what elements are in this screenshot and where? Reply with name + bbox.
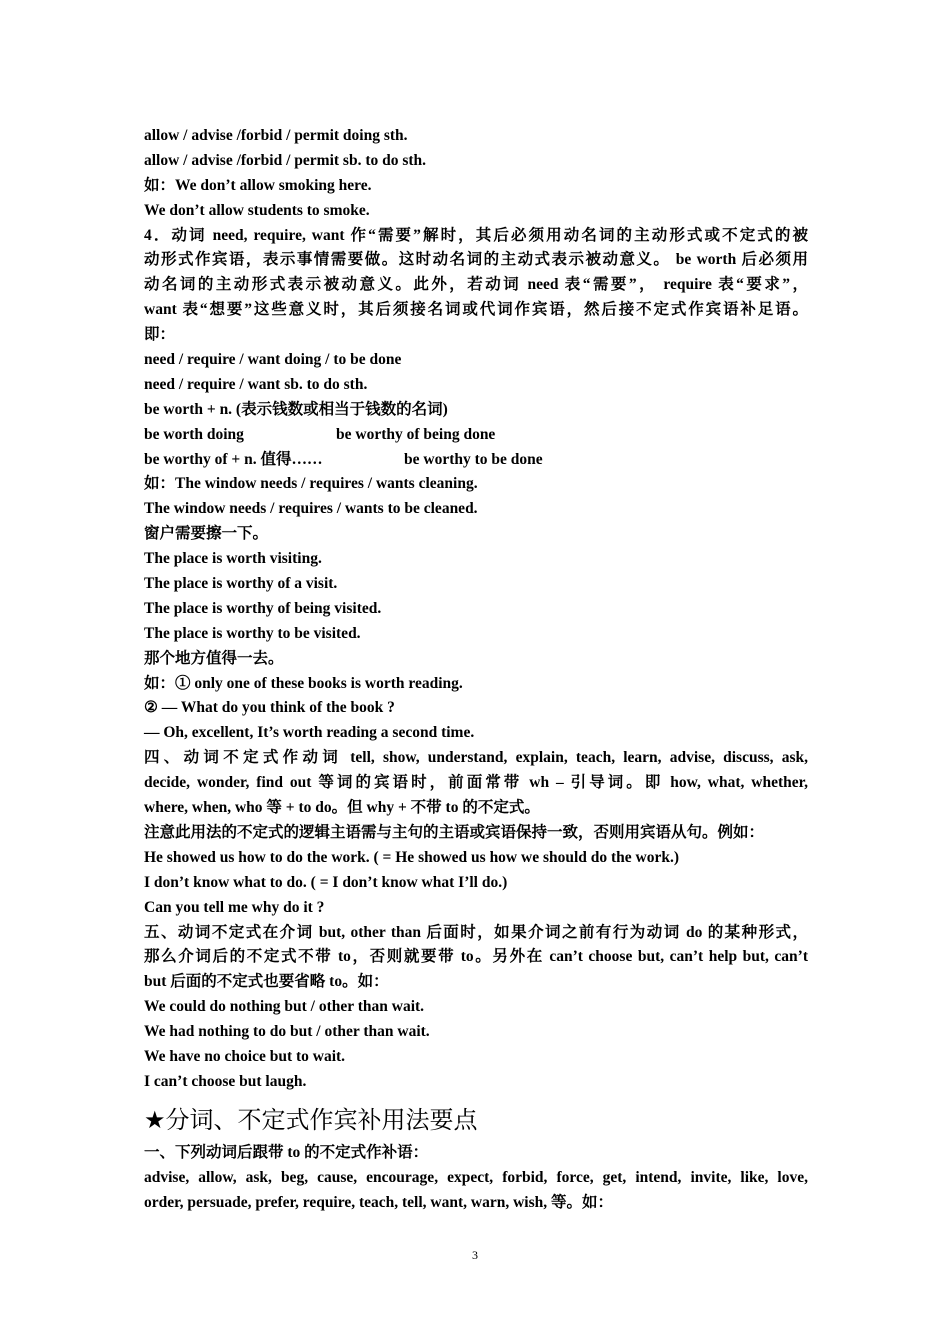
text-line: The place is worth visiting. — [144, 550, 322, 568]
pair-right: be worthy to be done — [404, 450, 543, 468]
text-line: be worth + n. (表示钱数或相当于钱数的名词) — [144, 400, 448, 418]
pair-left: be worth doing — [144, 425, 244, 443]
text-line: He showed us how to do the work. ( = He showed us how we should do the work.) — [144, 848, 680, 866]
text-line: 那么介词后的不定式不带 to，否则就要带 to。另外在 can’t choose but, can’t help but, can’t — [144, 948, 808, 966]
text-line: need / require / want doing / to be done — [144, 351, 402, 369]
text-line: 动形式作宾语，表示事情需要做。这时动名词的主动式表示被动意义。 be worth 后必须用 — [144, 251, 808, 269]
paired-line — [144, 448, 808, 473]
text-line: 动名词的主动形式表示被动意义。此外，若动词 need 表“需要”， require 表“要求”， — [144, 276, 808, 294]
text-line: The window needs / requires / wants to be cleaned. — [144, 500, 478, 518]
text-line: We don’t allow students to smoke. — [144, 201, 370, 219]
text-line: 如：The window needs / requires / wants cleaning. — [144, 475, 478, 493]
section-heading: ★分词、不定式作宾补用法要点 — [144, 1105, 478, 1134]
text-line: order, persuade, prefer, require, teach, tell, want, warn, wish, 等。如： — [144, 1193, 613, 1211]
pair-left: be worthy of + n. 值得…… — [144, 450, 323, 468]
text-line: We could do nothing but / other than wait. — [144, 998, 425, 1016]
text-line: 五、动词不定式在介词 but, other than 后面时，如果介词之前有行为动词 do 的某种形式， — [144, 923, 808, 941]
text-line: We have no choice but to wait. — [144, 1047, 346, 1065]
text-line: The place is worthy of being visited. — [144, 599, 382, 617]
text-line: I don’t know what to do. ( = I don’t know what I’ll do.) — [144, 873, 508, 891]
text-line: Can you tell me why do it ? — [144, 898, 325, 916]
text-line: 窗户需要擦一下。 — [144, 525, 269, 543]
text-line: The place is worthy of a visit. — [144, 575, 338, 593]
text-line: 4．动词 need, require, want 作“需要”解时，其后必须用动名词的主动形式或不定式的被 — [144, 226, 808, 244]
text-line: allow / advise /forbid / permit sb. to do sth. — [144, 151, 427, 169]
text-line: 如：① only one of these books is worth reading. — [144, 674, 463, 692]
text-line: 一、下列动词后跟带 to 的不定式作补语： — [144, 1143, 429, 1161]
text-line: where, when, who 等 + to do。但 why + 不带 to 的不定式。 — [144, 799, 540, 817]
text-line: ② — What do you think of the book ? — [144, 699, 395, 717]
text-line: allow / advise /forbid / permit doing sth. — [144, 127, 408, 144]
text-line: 那个地方值得一去。 — [144, 649, 284, 667]
text-line: I can’t choose but laugh. — [144, 1072, 307, 1090]
text-line: need / require / want sb. to do sth. — [144, 375, 368, 393]
page-body — [144, 124, 808, 1215]
text-line: want 表“想要”这些意义时，其后须接名词或代词作宾语，然后接不定式作宾语补足语。 — [144, 301, 808, 319]
paired-line — [144, 423, 808, 448]
text-line: 即： — [144, 326, 176, 344]
text-line: but 后面的不定式也要省略 to。如： — [144, 973, 389, 991]
text-line: We had nothing to do but / other than wait. — [144, 1023, 430, 1041]
text-line: The place is worthy to be visited. — [144, 624, 361, 642]
text-line: decide, wonder, find out 等词的宾语时，前面常带 wh – 引导词。即 how, what, whether, — [144, 774, 808, 792]
text-line: — Oh, excellent, It’s worth reading a second time. — [144, 724, 475, 742]
page-number: 3 — [472, 1248, 478, 1262]
pair-right: be worthy of being done — [336, 425, 496, 443]
text-line: 注意此用法的不定式的逻辑主语需与主句的主语或宾语保持一致，否则用宾语从句。例如： — [144, 823, 765, 841]
text-line: 如：We don’t allow smoking here. — [144, 176, 372, 194]
text-line: advise, allow, ask, beg, cause, encourage, expect, forbid, force, get, intend, invite, like, love, — [144, 1168, 808, 1186]
text-line: 四、动词不定式作动词 tell, show, understand, explain, teach, learn, advise, discuss, ask, — [144, 749, 808, 767]
